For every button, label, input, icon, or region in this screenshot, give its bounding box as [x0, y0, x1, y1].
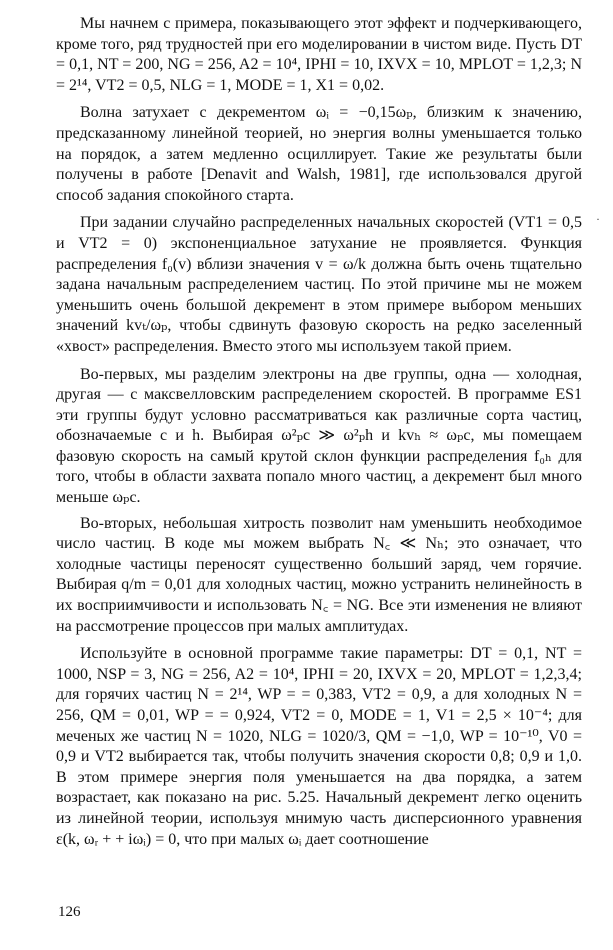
margin-mark: ·: [596, 212, 600, 226]
page-number: 126: [58, 904, 81, 920]
paragraph-example-setup: Мы начнем с примера, показывающего этот эффект и подчеркивающего, кроме того, ряд трудностей при его моделировании в чистом виде. Пусть DT = 0,1, NT = 200, NG = 256, A2 = 10⁴, IPHI = 10, IXVX = 10, MPLOT = 1,2,3; N = 2¹⁴, VT2 = 0,5, NLG = 1, MODE = 1, X1 = 0,02.: [56, 15, 582, 94]
paragraph-wave-damping: Волна затухает с декрементом ωᵢ = −0,15ωₚ, близким к значению, предсказанному линейной теорией, но энергия волны уменьшается только на порядок, а затем медленно осциллирует. Такие же результаты были получены в работе [Denavit and Walsh, 1981], где использовался другой способ задания спокойного старта.: [56, 104, 582, 204]
paragraph-particle-trick: Во-вторых, небольшая хитрость позволит нам уменьшить необходимое число частиц. В коде мы можем выбрать N꜀ ≪ Nₕ; это означает, что холодные частицы переносят существенно больший заряд, чем горячие. Выбирая q/m = 0,01 для холодных частиц, можно устранить нелинейность в их восприимчивости и использовать N꜀ = NG. Все эти изменения не влияют на рассмотрение процессов при малых амплитудах.: [56, 514, 582, 635]
paragraph-two-groups: Во-первых, мы разделим электроны на две группы, одна — холодная, другая — с максвелловским распределением скоростей. В программе ES1 эти группы будут условно рассматриваться как различные сорта частиц, обозначаемые c и h. Выбирая ω²ₚc ≫ ω²ₚh и kvₕ ≈ ωₚc, мы помещаем фазовую скорость на самый крутой склон функции распределения f₀ₕ для того, чтобы в области захвата попало много частиц, а декремент был много меньше ωₚc.: [56, 365, 582, 507]
paragraph-random-velocities: При задании случайно распределенных начальных скоростей (VT1 = 0,5 и VT2 = 0) экспоненциальное затухание не проявляется. Функция распределения f₀(v) вблизи значения v = ω/k должна быть очень тщательно задана начальным распределением частиц. По этой причине мы не можем уменьшить очень большой декремент в этом примере выбором меньших значений kvₜ/ωₚ, чтобы сдвинуть фазовую скорость на редко заселенный «хвост» распределения. Вместо этого мы используем такой прием.: [56, 214, 582, 355]
paragraph-parameters: Используйте в основной программе такие параметры: DT = 0,1, NT = 1000, NSP = 3, NG = 256, A2 = 10⁴, IPHI = 20, IXVX = 20, MPLOT = 1,2,3,4; для горячих частиц N = 2¹⁴, WP = = 0,383, VT2 = 0,9, а для холодных N = 256, QM = 0,01, WP = = 0,924, VT2 = 0, MODE = 1, V1 = 2,5 × 10⁻⁴; для меченых же частиц N = 1020, NLG = 1020/3, QM = −1,0, WP = 10⁻¹⁰, V0 = 0,9 и VT2 выбирается так, чтобы получить значения скорости 0,8; 0,9 и 1,0. В этом примере энергия поля уменьшается на два порядка, а затем возрастает, как показано на рис. 5.25. Начальный декремент легко оценить из линейной теории, используя мнимую часть дисперсионного уравнения ε(k, ωᵣ + + iωᵢ) = 0, что при малых ωᵢ дает соотношение: [56, 645, 582, 848]
page-body: [56, 14, 582, 857]
